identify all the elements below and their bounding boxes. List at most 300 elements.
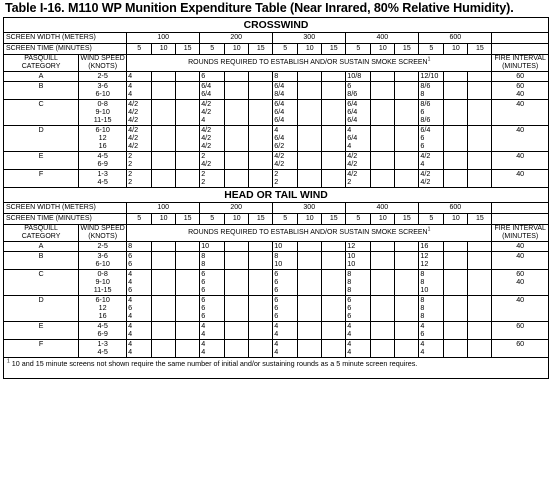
empty-cell: [249, 82, 273, 100]
empty-cell: [152, 242, 176, 252]
empty-cell: [371, 72, 395, 82]
screen-time-value: 15: [176, 44, 200, 55]
empty-cell: [444, 322, 468, 340]
rounds-cell: 6 6 6: [346, 296, 371, 322]
empty-cell: [468, 170, 492, 188]
rounds-cell: 6/4 6/4 6/4: [346, 100, 371, 126]
table-title: Table I-16. M110 WP Munition Expenditure Table (Near Inrared, 80% Relative Humidity).: [5, 1, 514, 15]
empty-cell: [371, 126, 395, 152]
fire-interval-cell: 40: [492, 126, 549, 152]
empty-cell: [225, 126, 249, 152]
rounds-cell: 6: [200, 72, 225, 82]
empty-cell: [298, 340, 322, 358]
screen-time-value: 15: [249, 214, 273, 225]
screen-time-value: 5: [127, 214, 152, 225]
empty-cell: [176, 270, 200, 296]
screen-time-value: 5: [200, 214, 225, 225]
empty-cell: [395, 152, 419, 170]
screen-time-value: 10: [444, 44, 468, 55]
empty-cell: [249, 100, 273, 126]
pasquill-category-cell: B: [4, 82, 79, 100]
screen-width-value: 300: [273, 33, 346, 44]
empty-cell: [225, 296, 249, 322]
empty-cell: [298, 270, 322, 296]
screen-time-value: 5: [127, 44, 152, 55]
fire-interval-cell: 40: [492, 152, 549, 170]
empty-cell: [225, 152, 249, 170]
empty-cell: [322, 296, 346, 322]
footnote: [4, 358, 549, 379]
fire-interval-cell: 40: [492, 296, 549, 322]
screen-width-value: 100: [127, 203, 200, 214]
rounds-cell: 6/4 8/4: [273, 82, 298, 100]
empty-cell: [176, 152, 200, 170]
empty-cell: [395, 296, 419, 322]
rounds-cell: 10: [200, 242, 225, 252]
empty-cell: [249, 322, 273, 340]
empty-cell: [444, 152, 468, 170]
empty-cell: [176, 170, 200, 188]
rounds-required-header: [127, 225, 492, 242]
section-header-row: [4, 188, 549, 203]
empty-cell: [152, 72, 176, 82]
empty-cell: [371, 152, 395, 170]
screen-width-value: 200: [200, 33, 273, 44]
rounds-cell: 16: [419, 242, 444, 252]
empty-cell: [225, 72, 249, 82]
table-row: [4, 82, 549, 100]
empty-cell: [444, 340, 468, 358]
empty-cell: [468, 296, 492, 322]
rounds-required-label: ROUNDS REQUIRED TO ESTABLISH AND/OR SUSTAIN SMOKE SCREEN: [188, 229, 428, 236]
empty-cell: [298, 296, 322, 322]
table-row: [4, 252, 549, 270]
empty-cell: [395, 82, 419, 100]
screen-time-label: SCREEN TIME (MINUTES): [4, 44, 127, 55]
rounds-cell: 12 12: [419, 252, 444, 270]
section-title: HEAD OR TAIL WIND: [4, 188, 549, 203]
rounds-cell: 10: [273, 242, 298, 252]
wind-speed-cell: 4-5 6-9: [79, 322, 127, 340]
screen-time-value: 5: [419, 44, 444, 55]
fire-interval-header: FIRE INTERVAL (MINUTES): [492, 225, 549, 242]
empty-cell: [371, 252, 395, 270]
screen-time-value: 10: [298, 214, 322, 225]
screen-width-value: 300: [273, 203, 346, 214]
empty-cell: [322, 252, 346, 270]
wind-speed-cell: 3-6 6-10: [79, 82, 127, 100]
table-row: [4, 340, 549, 358]
rounds-cell: 4 4: [273, 322, 298, 340]
rounds-cell: 6 8/6: [346, 82, 371, 100]
rounds-cell: 6 6 6: [273, 296, 298, 322]
rounds-cell: 4 4: [127, 340, 152, 358]
table-row: [4, 152, 549, 170]
fire-interval-cell: 60 40: [492, 270, 549, 296]
empty-cell: [249, 340, 273, 358]
empty-cell: [395, 322, 419, 340]
pasquill-category-cell: A: [4, 242, 79, 252]
screen-width-row: [4, 203, 549, 214]
empty-cell: [395, 126, 419, 152]
column-header-row: [4, 225, 549, 242]
rounds-cell: 4 6 4: [127, 296, 152, 322]
empty-cell: [176, 340, 200, 358]
blank-cell: [492, 33, 549, 44]
empty-cell: [225, 252, 249, 270]
pasquill-category-cell: F: [4, 340, 79, 358]
rounds-cell: 4/2 4/2: [346, 152, 371, 170]
empty-cell: [152, 252, 176, 270]
footnote-marker: 1: [427, 56, 431, 63]
empty-cell: [249, 170, 273, 188]
rounds-cell: 8 8 8: [346, 270, 371, 296]
screen-time-value: 15: [322, 214, 346, 225]
empty-cell: [468, 152, 492, 170]
rounds-cell: 6 6: [127, 252, 152, 270]
screen-time-value: 15: [176, 214, 200, 225]
rounds-cell: 8: [273, 72, 298, 82]
rounds-cell: 4 6/4 6/2: [273, 126, 298, 152]
empty-cell: [225, 322, 249, 340]
empty-cell: [298, 252, 322, 270]
empty-cell: [249, 270, 273, 296]
wind-speed-cell: 3-6 6-10: [79, 252, 127, 270]
empty-cell: [298, 82, 322, 100]
empty-cell: [176, 82, 200, 100]
rounds-cell: 4/2 2: [346, 170, 371, 188]
wind-speed-cell: 0-8 9-10 11-15: [79, 100, 127, 126]
empty-cell: [371, 296, 395, 322]
empty-cell: [152, 270, 176, 296]
empty-cell: [371, 170, 395, 188]
pasquill-category-cell: C: [4, 100, 79, 126]
fire-interval-cell: 60: [492, 322, 549, 340]
pasquill-category-cell: E: [4, 152, 79, 170]
empty-cell: [152, 296, 176, 322]
empty-cell: [322, 170, 346, 188]
empty-cell: [444, 170, 468, 188]
screen-width-value: 400: [346, 33, 419, 44]
rounds-cell: 2 2: [127, 170, 152, 188]
screen-time-value: 15: [468, 44, 492, 55]
rounds-cell: 4/2 4/2: [419, 170, 444, 188]
empty-cell: [176, 126, 200, 152]
wind-speed-cell: 6-10 12 16: [79, 296, 127, 322]
screen-time-value: 5: [200, 44, 225, 55]
empty-cell: [468, 322, 492, 340]
screen-time-value: 10: [371, 44, 395, 55]
empty-cell: [395, 252, 419, 270]
rounds-cell: 8/6 8: [419, 82, 444, 100]
empty-cell: [152, 100, 176, 126]
fire-interval-cell: 60: [492, 340, 549, 358]
empty-cell: [249, 242, 273, 252]
rounds-cell: 2 2: [127, 152, 152, 170]
rounds-cell: 4 4: [419, 340, 444, 358]
empty-cell: [371, 82, 395, 100]
empty-cell: [395, 170, 419, 188]
empty-cell: [468, 100, 492, 126]
section-title: CROSSWIND: [4, 18, 549, 33]
empty-cell: [322, 100, 346, 126]
screen-width-value: 400: [346, 203, 419, 214]
rounds-cell: 6 6 6: [200, 270, 225, 296]
screen-width-value: 200: [200, 203, 273, 214]
empty-cell: [249, 152, 273, 170]
screen-time-value: 10: [444, 214, 468, 225]
rounds-cell: 6/4 6/4 6/4: [273, 100, 298, 126]
empty-cell: [468, 82, 492, 100]
screen-time-value: 5: [346, 214, 371, 225]
wind-speed-cell: 2-5: [79, 242, 127, 252]
screen-time-value: 15: [395, 214, 419, 225]
empty-cell: [176, 100, 200, 126]
empty-cell: [322, 322, 346, 340]
empty-cell: [249, 252, 273, 270]
empty-cell: [298, 72, 322, 82]
empty-cell: [322, 72, 346, 82]
empty-cell: [249, 296, 273, 322]
empty-cell: [298, 170, 322, 188]
rounds-cell: 8 8 10: [419, 270, 444, 296]
screen-time-value: 5: [273, 214, 298, 225]
table-row: [4, 170, 549, 188]
section-header-row: [4, 18, 549, 33]
empty-cell: [322, 340, 346, 358]
table-row: [4, 296, 549, 322]
rounds-cell: 4 4: [200, 322, 225, 340]
screen-width-row: [4, 33, 549, 44]
pasquill-category-cell: E: [4, 322, 79, 340]
empty-cell: [395, 270, 419, 296]
empty-cell: [444, 100, 468, 126]
empty-cell: [371, 242, 395, 252]
empty-cell: [298, 100, 322, 126]
rounds-required-header: [127, 55, 492, 72]
rounds-cell: 6/4 6/4: [200, 82, 225, 100]
empty-cell: [152, 322, 176, 340]
rounds-cell: 8 10: [273, 252, 298, 270]
empty-cell: [152, 340, 176, 358]
screen-width-label: SCREEN WIDTH (METERS): [4, 203, 127, 214]
rounds-cell: 12/10: [419, 72, 444, 82]
rounds-cell: 4/2 4/2: [273, 152, 298, 170]
rounds-cell: 6/4 6 6: [419, 126, 444, 152]
rounds-cell: 8 8 8: [419, 296, 444, 322]
empty-cell: [468, 126, 492, 152]
rounds-cell: 4 4: [346, 340, 371, 358]
rounds-cell: 6 6 6: [273, 270, 298, 296]
screen-time-value: 15: [249, 44, 273, 55]
footnote-number: 1: [7, 358, 10, 365]
empty-cell: [395, 242, 419, 252]
blank-cell: [492, 214, 549, 225]
screen-time-value: 10: [152, 44, 176, 55]
rounds-cell: 4 4 6: [127, 270, 152, 296]
column-header-row: [4, 55, 549, 72]
empty-cell: [298, 126, 322, 152]
fire-interval-cell: 40: [492, 242, 549, 252]
rounds-cell: 10 10: [346, 252, 371, 270]
rounds-cell: 4 4: [346, 322, 371, 340]
empty-cell: [468, 340, 492, 358]
table-row: [4, 270, 549, 296]
table-row: [4, 126, 549, 152]
empty-cell: [444, 126, 468, 152]
rounds-cell: 4/2 4/2 4/2: [127, 126, 152, 152]
blank-cell: [492, 44, 549, 55]
table-row: [4, 100, 549, 126]
empty-cell: [468, 72, 492, 82]
empty-cell: [225, 170, 249, 188]
blank-cell: [492, 203, 549, 214]
pasquill-category-cell: D: [4, 296, 79, 322]
empty-cell: [395, 100, 419, 126]
pasquill-category-cell: D: [4, 126, 79, 152]
pasquill-category-cell: A: [4, 72, 79, 82]
empty-cell: [298, 242, 322, 252]
rounds-cell: 4/2 4/2 4/2: [127, 100, 152, 126]
screen-time-value: 10: [225, 214, 249, 225]
fire-interval-cell: 60 40: [492, 82, 549, 100]
empty-cell: [395, 72, 419, 82]
empty-cell: [176, 296, 200, 322]
wind-speed-cell: 2-5: [79, 72, 127, 82]
screen-time-value: 10: [225, 44, 249, 55]
rounds-cell: 4/2 4: [419, 152, 444, 170]
empty-cell: [395, 340, 419, 358]
rounds-cell: 4 4: [127, 322, 152, 340]
footnote-marker: 1: [427, 226, 431, 233]
wind-speed-cell: 6-10 12 16: [79, 126, 127, 152]
footnote-text: 10 and 15 minute screens not shown require the same number of initial and/or sustaining rounds as a 5 minute screen requires.: [11, 359, 418, 368]
rounds-required-label: ROUNDS REQUIRED TO ESTABLISH AND/OR SUSTAIN SMOKE SCREEN: [188, 59, 428, 66]
screen-time-value: 10: [152, 214, 176, 225]
empty-cell: [322, 152, 346, 170]
pasquill-category-header: PASQUILL CATEGORY: [4, 55, 79, 72]
wind-speed-cell: 1-3 4-5: [79, 170, 127, 188]
screen-time-row: [4, 214, 549, 225]
empty-cell: [152, 152, 176, 170]
table-row: [4, 72, 549, 82]
empty-cell: [444, 252, 468, 270]
empty-cell: [249, 72, 273, 82]
rounds-cell: 4/2 4/2 4: [200, 100, 225, 126]
wind-speed-cell: 0-8 9-10 11-15: [79, 270, 127, 296]
pasquill-category-header: PASQUILL CATEGORY: [4, 225, 79, 242]
screen-width-value: 600: [419, 203, 492, 214]
rounds-cell: 2 2: [200, 170, 225, 188]
rounds-cell: 10/8: [346, 72, 371, 82]
rounds-cell: 4 4: [200, 340, 225, 358]
rounds-cell: 6 6 6: [200, 296, 225, 322]
empty-cell: [468, 270, 492, 296]
rounds-cell: 8/6 6 8/6: [419, 100, 444, 126]
rounds-cell: 4: [127, 72, 152, 82]
empty-cell: [152, 126, 176, 152]
empty-cell: [444, 72, 468, 82]
empty-cell: [225, 340, 249, 358]
rounds-cell: 4 6/4 4: [346, 126, 371, 152]
empty-cell: [322, 270, 346, 296]
screen-time-value: 15: [322, 44, 346, 55]
screen-time-value: 5: [273, 44, 298, 55]
rounds-cell: 4 4: [273, 340, 298, 358]
empty-cell: [225, 242, 249, 252]
empty-cell: [371, 270, 395, 296]
empty-cell: [444, 296, 468, 322]
empty-cell: [176, 252, 200, 270]
screen-time-value: 10: [371, 214, 395, 225]
fire-interval-header: FIRE INTERVAL (MINUTES): [492, 55, 549, 72]
wind-speed-header: WIND SPEED (KNOTS): [80, 225, 125, 240]
empty-cell: [152, 82, 176, 100]
empty-cell: [176, 72, 200, 82]
rounds-cell: 12: [346, 242, 371, 252]
empty-cell: [225, 100, 249, 126]
empty-cell: [176, 322, 200, 340]
rounds-cell: 4 6: [419, 322, 444, 340]
empty-cell: [371, 322, 395, 340]
empty-cell: [322, 82, 346, 100]
screen-time-value: 15: [395, 44, 419, 55]
screen-width-value: 600: [419, 33, 492, 44]
empty-cell: [322, 242, 346, 252]
empty-cell: [322, 126, 346, 152]
wind-speed-cell: 4-5 6-9: [79, 152, 127, 170]
wind-speed-cell: 1-3 4-5: [79, 340, 127, 358]
fire-interval-cell: 40: [492, 170, 549, 188]
screen-width-value: 100: [127, 33, 200, 44]
screen-time-value: 5: [419, 214, 444, 225]
screen-time-value: 5: [346, 44, 371, 55]
fire-interval-cell: 60: [492, 72, 549, 82]
rounds-cell: 8: [127, 242, 152, 252]
empty-cell: [225, 270, 249, 296]
screen-width-label: SCREEN WIDTH (METERS): [4, 33, 127, 44]
footnote-row: [4, 358, 549, 379]
table-row: [4, 242, 549, 252]
empty-cell: [371, 340, 395, 358]
rounds-cell: 4/2 4/2 4/2: [200, 126, 225, 152]
empty-cell: [371, 100, 395, 126]
fire-interval-cell: 40: [492, 252, 549, 270]
empty-cell: [444, 270, 468, 296]
empty-cell: [152, 170, 176, 188]
empty-cell: [298, 152, 322, 170]
pasquill-category-cell: F: [4, 170, 79, 188]
munition-expenditure-table: [3, 17, 549, 379]
wind-speed-header: WIND SPEED (KNOTS): [80, 55, 125, 70]
rounds-cell: 8 8: [200, 252, 225, 270]
empty-cell: [444, 82, 468, 100]
screen-time-value: 15: [468, 214, 492, 225]
empty-cell: [444, 242, 468, 252]
screen-time-row: [4, 44, 549, 55]
empty-cell: [249, 126, 273, 152]
table-row: [4, 322, 549, 340]
fire-interval-cell: 40: [492, 100, 549, 126]
rounds-cell: 2 2: [273, 170, 298, 188]
empty-cell: [298, 322, 322, 340]
pasquill-category-cell: B: [4, 252, 79, 270]
pasquill-category-cell: C: [4, 270, 79, 296]
empty-cell: [176, 242, 200, 252]
screen-time-label: SCREEN TIME (MINUTES): [4, 214, 127, 225]
rounds-cell: 2 4/2: [200, 152, 225, 170]
empty-cell: [468, 252, 492, 270]
